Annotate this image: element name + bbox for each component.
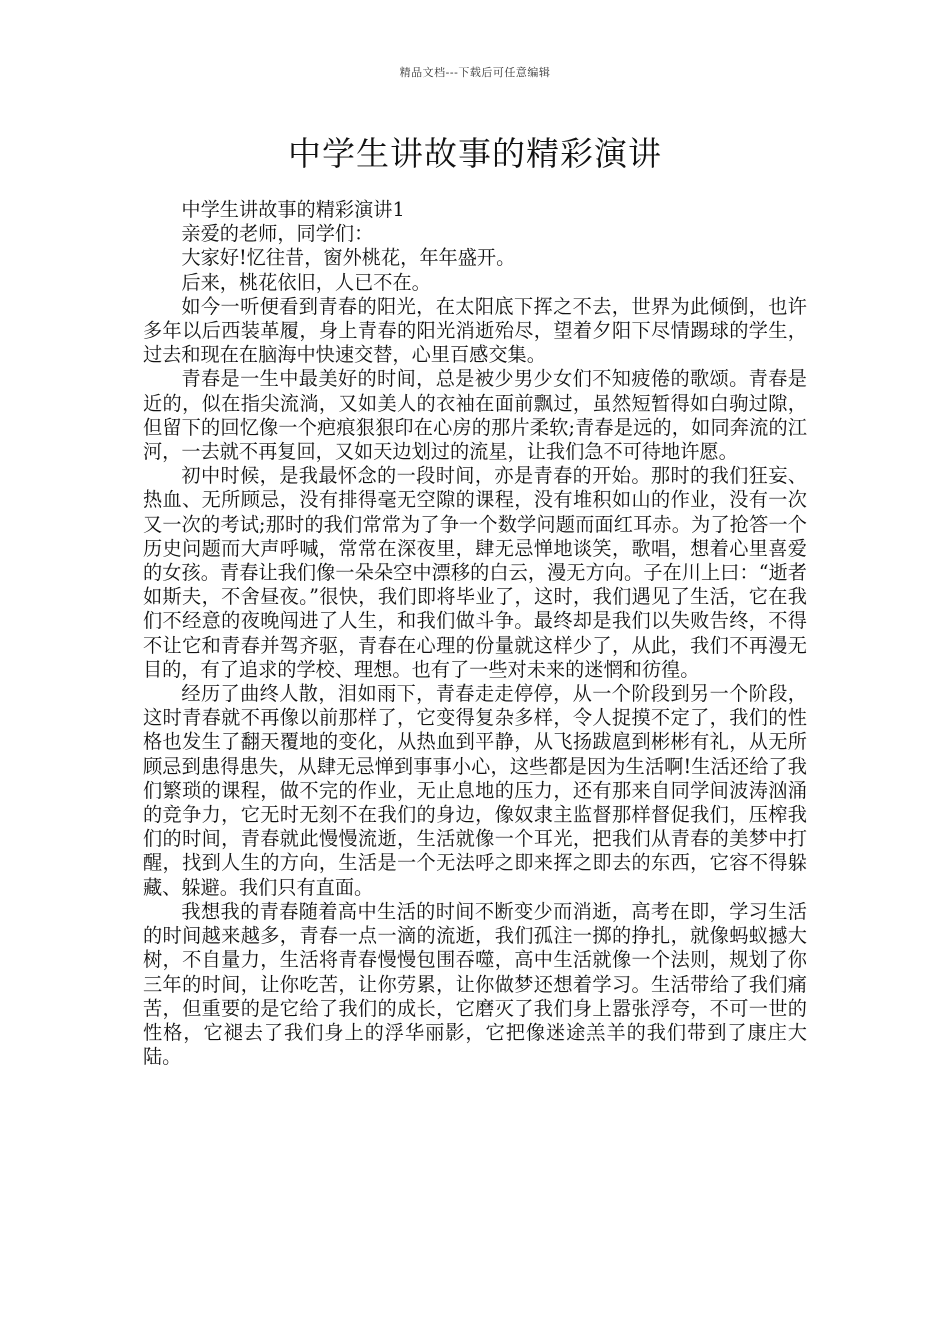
paragraph: 青春是一生中最美好的时间，总是被少男少女们不知疲倦的歌颂。青春是近的，似在指尖流淌，又如美人的衣袖在面前飘过，虽然短暂得如白驹过隙，但留下的回忆像一个疤痕狠狠印在心房的那片柔软;青春是远的，如同奔流的江河，一去就不再复回，又如天边划过的流星，让我们急不可待地许愿。 [143,367,807,464]
header-note: 精品文档---下载后可任意编辑 [399,66,551,79]
document-body [143,198,807,1069]
paragraph: 大家好!忆往昔，窗外桃花，年年盛开。 [181,246,516,270]
paragraph: 如今一听便看到青春的阳光，在太阳底下挥之不去，世界为此倾倒，也许多年以后西装革履，身上青春的阳光消逝殆尽，望着夕阳下尽情踢球的学生，过去和现在在脑海中快速交替，心里百感交集。 [143,294,807,367]
paragraph: 初中时候，是我最怀念的一段时间，亦是青春的开始。那时的我们狂妄、热血、无所顾忌，没有排得毫无空隙的课程，没有堆积如山的作业，没有一次又一次的考试;那时的我们常常为了争一个数学问题而面红耳赤。为了抢答一个历史问题而大声呼喊，常常在深夜里，肆无忌惮地谈笑，歌唱，想着心里喜爱的女孩。青春让我们像一朵朵空中漂移的白云，漫无方向。子在川上曰：“逝者如斯夫，不舍昼夜。”很快，我们即将毕业了，这时，我们遇见了生活，它在我们不经意的夜晚闯进了人生，和我们做斗争。最终却是我们以失败告终，不得不让它和青春并驾齐驱，青春在心理的份量就这样少了，从此，我们不再漫无目的，有了追求的学校、理想。也有了一些对未来的迷惘和彷徨。 [143,464,807,681]
paragraph: 我想我的青春随着高中生活的时间不断变少而消逝，高考在即，学习生活的时间越来越多，青春一点一滴的流逝，我们孤注一掷的挣扎，就像蚂蚁撼大树，不自量力，生活将青春慢慢包围吞噬，高中生活就像一个法则，规划了你三年的时间，让你吃苦，让你劳累，让你做梦还想着学习。生活带给了我们痛苦，但重要的是它给了我们的成长，它磨灭了我们身上嚣张浮夸，不可一世的性格，它褪去了我们身上的浮华丽影，它把像迷途羔羊的我们带到了康庄大陆。 [143,899,807,1069]
paragraph: 亲爱的老师，同学们： [181,222,374,246]
paragraph: 中学生讲故事的精彩演讲1 [181,198,405,221]
paragraph: 经历了曲终人散，泪如雨下，青春走走停停，从一个阶段到另一个阶段，这时青春就不再像以前那样了，它变得复杂多样，令人捉摸不定了，我们的性格也发生了翻天覆地的变化，从热血到平静，从飞扬跋扈到彬彬有礼，从无所顾忌到患得患失，从肆无忌惮到事事小心，这些都是因为生活啊!生活还给了我们繁琐的课程，做不完的作业，无止息地的压力，还有那来自同学间波涛汹涌的竞争力，它无时无刻不在我们的身边，像奴隶主监督那样督促我们，压榨我们的时间，青春就此慢慢流逝，生活就像一个耳光，把我们从青春的美梦中打醒，找到人生的方向，生活是一个无法呼之即来挥之即去的东西，它容不得躲藏、躲避。我们只有直面。 [143,682,807,899]
paragraph: 后来，桃花依旧，人已不在。 [181,270,431,294]
document-title: 中学生讲故事的精彩演讲 [288,134,662,173]
